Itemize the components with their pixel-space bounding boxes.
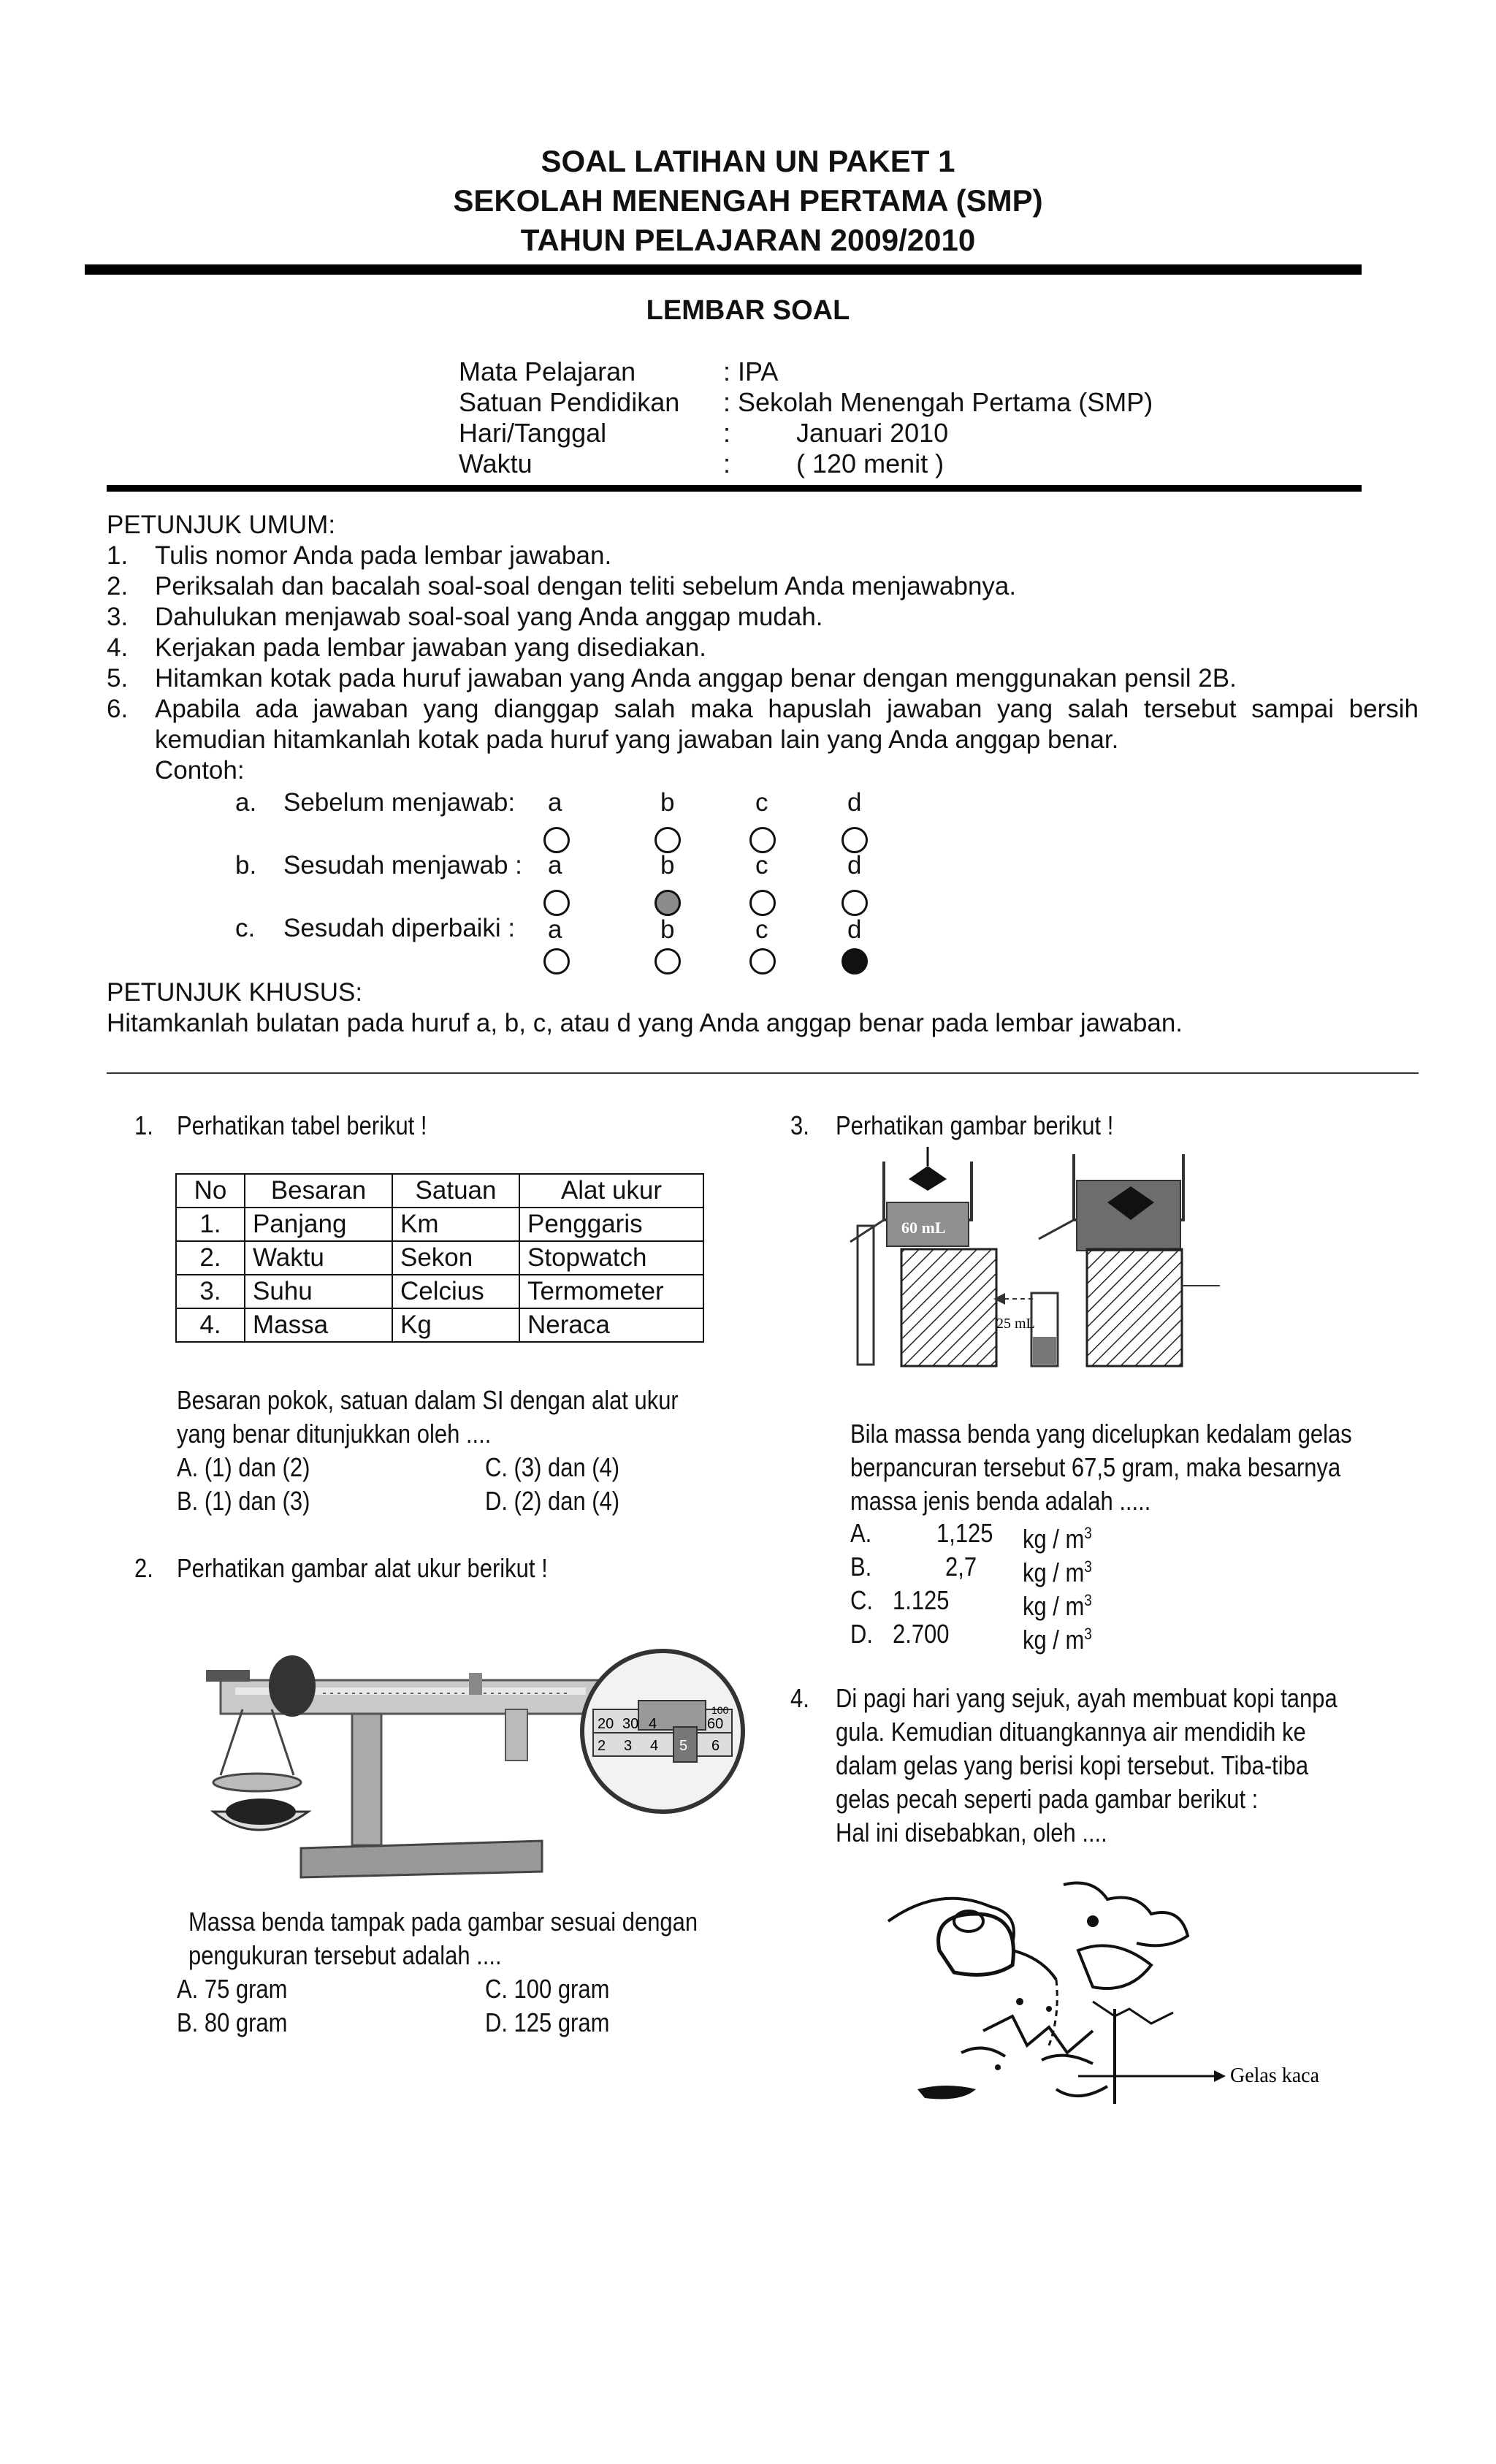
table-cell: Panjang xyxy=(245,1208,392,1241)
list-item-number: 1. xyxy=(107,541,129,570)
section-divider xyxy=(107,1072,1419,1074)
meta-row-subject xyxy=(459,356,778,387)
meta-row-date xyxy=(459,418,948,449)
general-heading: PETUNJUK UMUM: xyxy=(107,511,336,539)
unit-exponent: 3 xyxy=(1084,1557,1092,1576)
option-a: A. 75 gram xyxy=(177,1974,288,2004)
question-stem: dalam gelas yang berisi kopi tersebut. Tiba-tiba xyxy=(836,1750,1309,1780)
answer-bubble-empty xyxy=(654,827,681,853)
table-cell: 3. xyxy=(176,1275,245,1308)
scale-label: 30 xyxy=(622,1716,639,1732)
header-divider xyxy=(85,264,1362,275)
scale-label: 4 xyxy=(650,1738,659,1754)
question-stem: berpancuran tersebut 67,5 gram, maka besarnya xyxy=(850,1452,1341,1482)
question-stem: gula. Kemudian dituangkannya air mendidih ke xyxy=(836,1717,1306,1747)
option-a: 1,125 xyxy=(936,1518,993,1548)
table-cell: Stopwatch xyxy=(519,1241,703,1275)
question-stem: massa jenis benda adalah ..... xyxy=(850,1486,1151,1516)
table-row xyxy=(176,1275,703,1308)
list-item-number: 2. xyxy=(107,572,129,600)
list-item-number: 3. xyxy=(107,603,129,631)
scale-label: 100 xyxy=(711,1704,729,1716)
list-item: Periksalah dan bacalah soal-soal dengan teliti sebelum Anda menjawabnya. xyxy=(155,572,1017,600)
question-number: 2. xyxy=(134,1553,153,1583)
volume-label: 25 mL xyxy=(996,1316,1035,1332)
option-b: B. (1) dan (3) xyxy=(177,1486,310,1516)
option-d: 2.700 xyxy=(893,1619,950,1649)
option-letter: a xyxy=(548,788,562,817)
table-cell: Sekon xyxy=(392,1241,519,1275)
option-letter: d xyxy=(847,851,862,880)
table-header-row xyxy=(176,1174,703,1208)
example-key: a. xyxy=(235,788,257,817)
question-prompt: Perhatikan tabel berikut ! xyxy=(177,1110,427,1140)
question-stem: Di pagi hari yang sejuk, ayah membuat kopi tanpa xyxy=(836,1683,1337,1713)
table-row xyxy=(176,1208,703,1241)
scale-label: 20 xyxy=(598,1716,614,1732)
unit-exponent: 3 xyxy=(1084,1524,1092,1542)
option-c: C. (3) dan (4) xyxy=(485,1452,620,1482)
question-stem: pengukuran tersebut adalah .... xyxy=(188,1940,502,1970)
meta-row-time xyxy=(459,449,944,479)
broken-glass-image xyxy=(874,1870,1348,2133)
question-stem: Massa benda tampak pada gambar sesuai dengan xyxy=(188,1907,698,1937)
scale-label: 5 xyxy=(679,1738,688,1754)
answer-bubble-empty xyxy=(842,827,868,853)
option-key: B. xyxy=(850,1552,872,1582)
option-c: 1.125 xyxy=(893,1585,950,1615)
meta-label: Hari/Tanggal xyxy=(459,418,607,448)
answer-bubble-crossed xyxy=(749,948,776,974)
option-key: A. xyxy=(850,1518,872,1548)
column-header: No xyxy=(176,1174,245,1208)
meta-value: : Januari 2010 xyxy=(723,418,949,448)
option-letter: d xyxy=(847,915,862,944)
option-letter: a xyxy=(548,851,562,880)
overflow-glass-image xyxy=(840,1140,1249,1373)
question-number: 1. xyxy=(134,1110,153,1140)
list-item: Apabila ada jawaban yang dianggap salah maka hapuslah jawaban yang salah tersebut sampai bersih xyxy=(155,695,1419,723)
scale-label: 2 xyxy=(598,1738,606,1754)
option-key: D. xyxy=(850,1619,873,1649)
meta-label: Waktu xyxy=(459,449,533,478)
column-header: Alat ukur xyxy=(519,1174,703,1208)
table-cell: Massa xyxy=(245,1308,392,1342)
triple-beam-balance-image xyxy=(191,1600,747,1892)
table-cell: Celcius xyxy=(392,1275,519,1308)
unit-label xyxy=(1023,1617,1092,1657)
option-letter: a xyxy=(548,915,562,944)
answer-bubble-empty xyxy=(543,948,570,974)
list-item: Tulis nomor Anda pada lembar jawaban. xyxy=(155,541,612,570)
option-b: 2,7 xyxy=(945,1552,977,1582)
option-letter: b xyxy=(660,915,675,944)
option-letter: d xyxy=(847,788,862,817)
scale-label: 4 xyxy=(649,1716,657,1732)
list-item-continuation: kemudian hitamkanlah kotak pada huruf yang jawaban lain yang Anda anggap benar. xyxy=(155,725,1119,754)
table-cell: Penggaris xyxy=(519,1208,703,1241)
answer-bubble-empty xyxy=(654,948,681,974)
table-row xyxy=(176,1308,703,1342)
example-key: b. xyxy=(235,851,257,880)
scale-label: 3 xyxy=(624,1738,633,1754)
unit-exponent: 3 xyxy=(1084,1625,1092,1643)
title-line-2: SEKOLAH MENENGAH PERTAMA (SMP) xyxy=(453,183,1043,218)
list-item-number: 6. xyxy=(107,695,129,723)
unit-text: kg / m xyxy=(1023,1591,1085,1621)
option-letter: c xyxy=(755,851,768,880)
option-c: C. 100 gram xyxy=(485,1974,610,2004)
table-cell: 2. xyxy=(176,1241,245,1275)
unit-exponent: 3 xyxy=(1084,1591,1092,1609)
option-d: D. 125 gram xyxy=(485,2007,610,2037)
option-letter: c xyxy=(755,788,768,817)
column-header: Satuan xyxy=(392,1174,519,1208)
meta-value: : Sekolah Menengah Pertama (SMP) xyxy=(723,387,1153,417)
special-heading: PETUNJUK KHUSUS: xyxy=(107,978,363,1007)
example-text: Sesudah diperbaiki : xyxy=(283,914,516,942)
option-key: C. xyxy=(850,1585,873,1615)
table-cell: Kg xyxy=(392,1308,519,1342)
question-stem: yang benar ditunjukkan oleh .... xyxy=(177,1419,492,1449)
quantities-table xyxy=(175,1173,704,1343)
question-number: 3. xyxy=(790,1110,809,1140)
volume-label: 60 mL xyxy=(901,1218,946,1237)
table-cell: Termometer xyxy=(519,1275,703,1308)
answer-bubble-empty xyxy=(842,890,868,916)
meta-label: Mata Pelajaran xyxy=(459,356,636,386)
option-b: B. 80 gram xyxy=(177,2007,288,2037)
unit-text: kg / m xyxy=(1023,1625,1085,1655)
answer-bubble-empty xyxy=(543,827,570,853)
list-item-number: 4. xyxy=(107,633,129,662)
title-line-3: TAHUN PELAJARAN 2009/2010 xyxy=(520,223,976,257)
answer-bubble-empty xyxy=(749,890,776,916)
table-cell: Suhu xyxy=(245,1275,392,1308)
answer-bubble-filled xyxy=(654,890,681,916)
option-letter: c xyxy=(755,915,768,944)
list-item: Dahulukan menjawab soal-soal yang Anda anggap mudah. xyxy=(155,603,823,631)
table-cell: Waktu xyxy=(245,1241,392,1275)
column-header: Besaran xyxy=(245,1174,392,1208)
table-cell: Km xyxy=(392,1208,519,1241)
answer-bubble-filled xyxy=(842,948,868,974)
meta-row-school xyxy=(459,387,1153,418)
meta-divider xyxy=(107,485,1362,492)
title-line-1: SOAL LATIHAN UN PAKET 1 xyxy=(541,144,955,178)
special-text: Hitamkanlah bulatan pada huruf a, b, c, atau d yang Anda anggap benar pada lembar jawaban. xyxy=(107,1009,1183,1037)
meta-label: Satuan Pendidikan xyxy=(459,387,680,417)
option-a: A. (1) dan (2) xyxy=(177,1452,310,1482)
scale-label: 6 xyxy=(711,1738,720,1754)
option-letter: b xyxy=(660,851,675,880)
option-d: D. (2) dan (4) xyxy=(485,1486,620,1516)
unit-text: kg / m xyxy=(1023,1557,1085,1587)
example-text: Sesudah menjawab : xyxy=(283,851,522,880)
question-stem: Hal ini disebabkan, oleh .... xyxy=(836,1818,1107,1847)
answer-bubble-empty xyxy=(749,827,776,853)
question-stem: Besaran pokok, satuan dalam SI dengan alat ukur xyxy=(177,1385,679,1415)
answer-bubble-empty xyxy=(543,890,570,916)
question-prompt: Perhatikan gambar berikut ! xyxy=(836,1110,1114,1140)
question-stem: Bila massa benda yang dicelupkan kedalam gelas xyxy=(850,1419,1352,1449)
sheet-title: LEMBAR SOAL xyxy=(646,295,850,326)
question-stem: gelas pecah seperti pada gambar berikut : xyxy=(836,1784,1259,1814)
scale-label: 60 xyxy=(707,1716,724,1732)
list-item-number: 5. xyxy=(107,664,129,693)
table-cell: 1. xyxy=(176,1208,245,1241)
example-label: Contoh: xyxy=(155,756,245,785)
example-key: c. xyxy=(235,914,256,942)
example-text: Sebelum menjawab: xyxy=(283,788,516,817)
table-cell: 4. xyxy=(176,1308,245,1342)
glass-label: Gelas kaca xyxy=(1230,2064,1320,2087)
list-item: Kerjakan pada lembar jawaban yang disediakan. xyxy=(155,633,706,662)
table-row xyxy=(176,1241,703,1275)
meta-value: : ( 120 menit ) xyxy=(723,449,944,478)
unit-text: kg / m xyxy=(1023,1524,1085,1554)
option-letter: b xyxy=(660,788,675,817)
question-prompt: Perhatikan gambar alat ukur berikut ! xyxy=(177,1553,548,1583)
table-cell: Neraca xyxy=(519,1308,703,1342)
question-number: 4. xyxy=(790,1683,809,1713)
meta-value: : IPA xyxy=(723,356,779,386)
list-item: Hitamkan kotak pada huruf jawaban yang Anda anggap benar dengan menggunakan pensil 2B. xyxy=(155,664,1237,693)
